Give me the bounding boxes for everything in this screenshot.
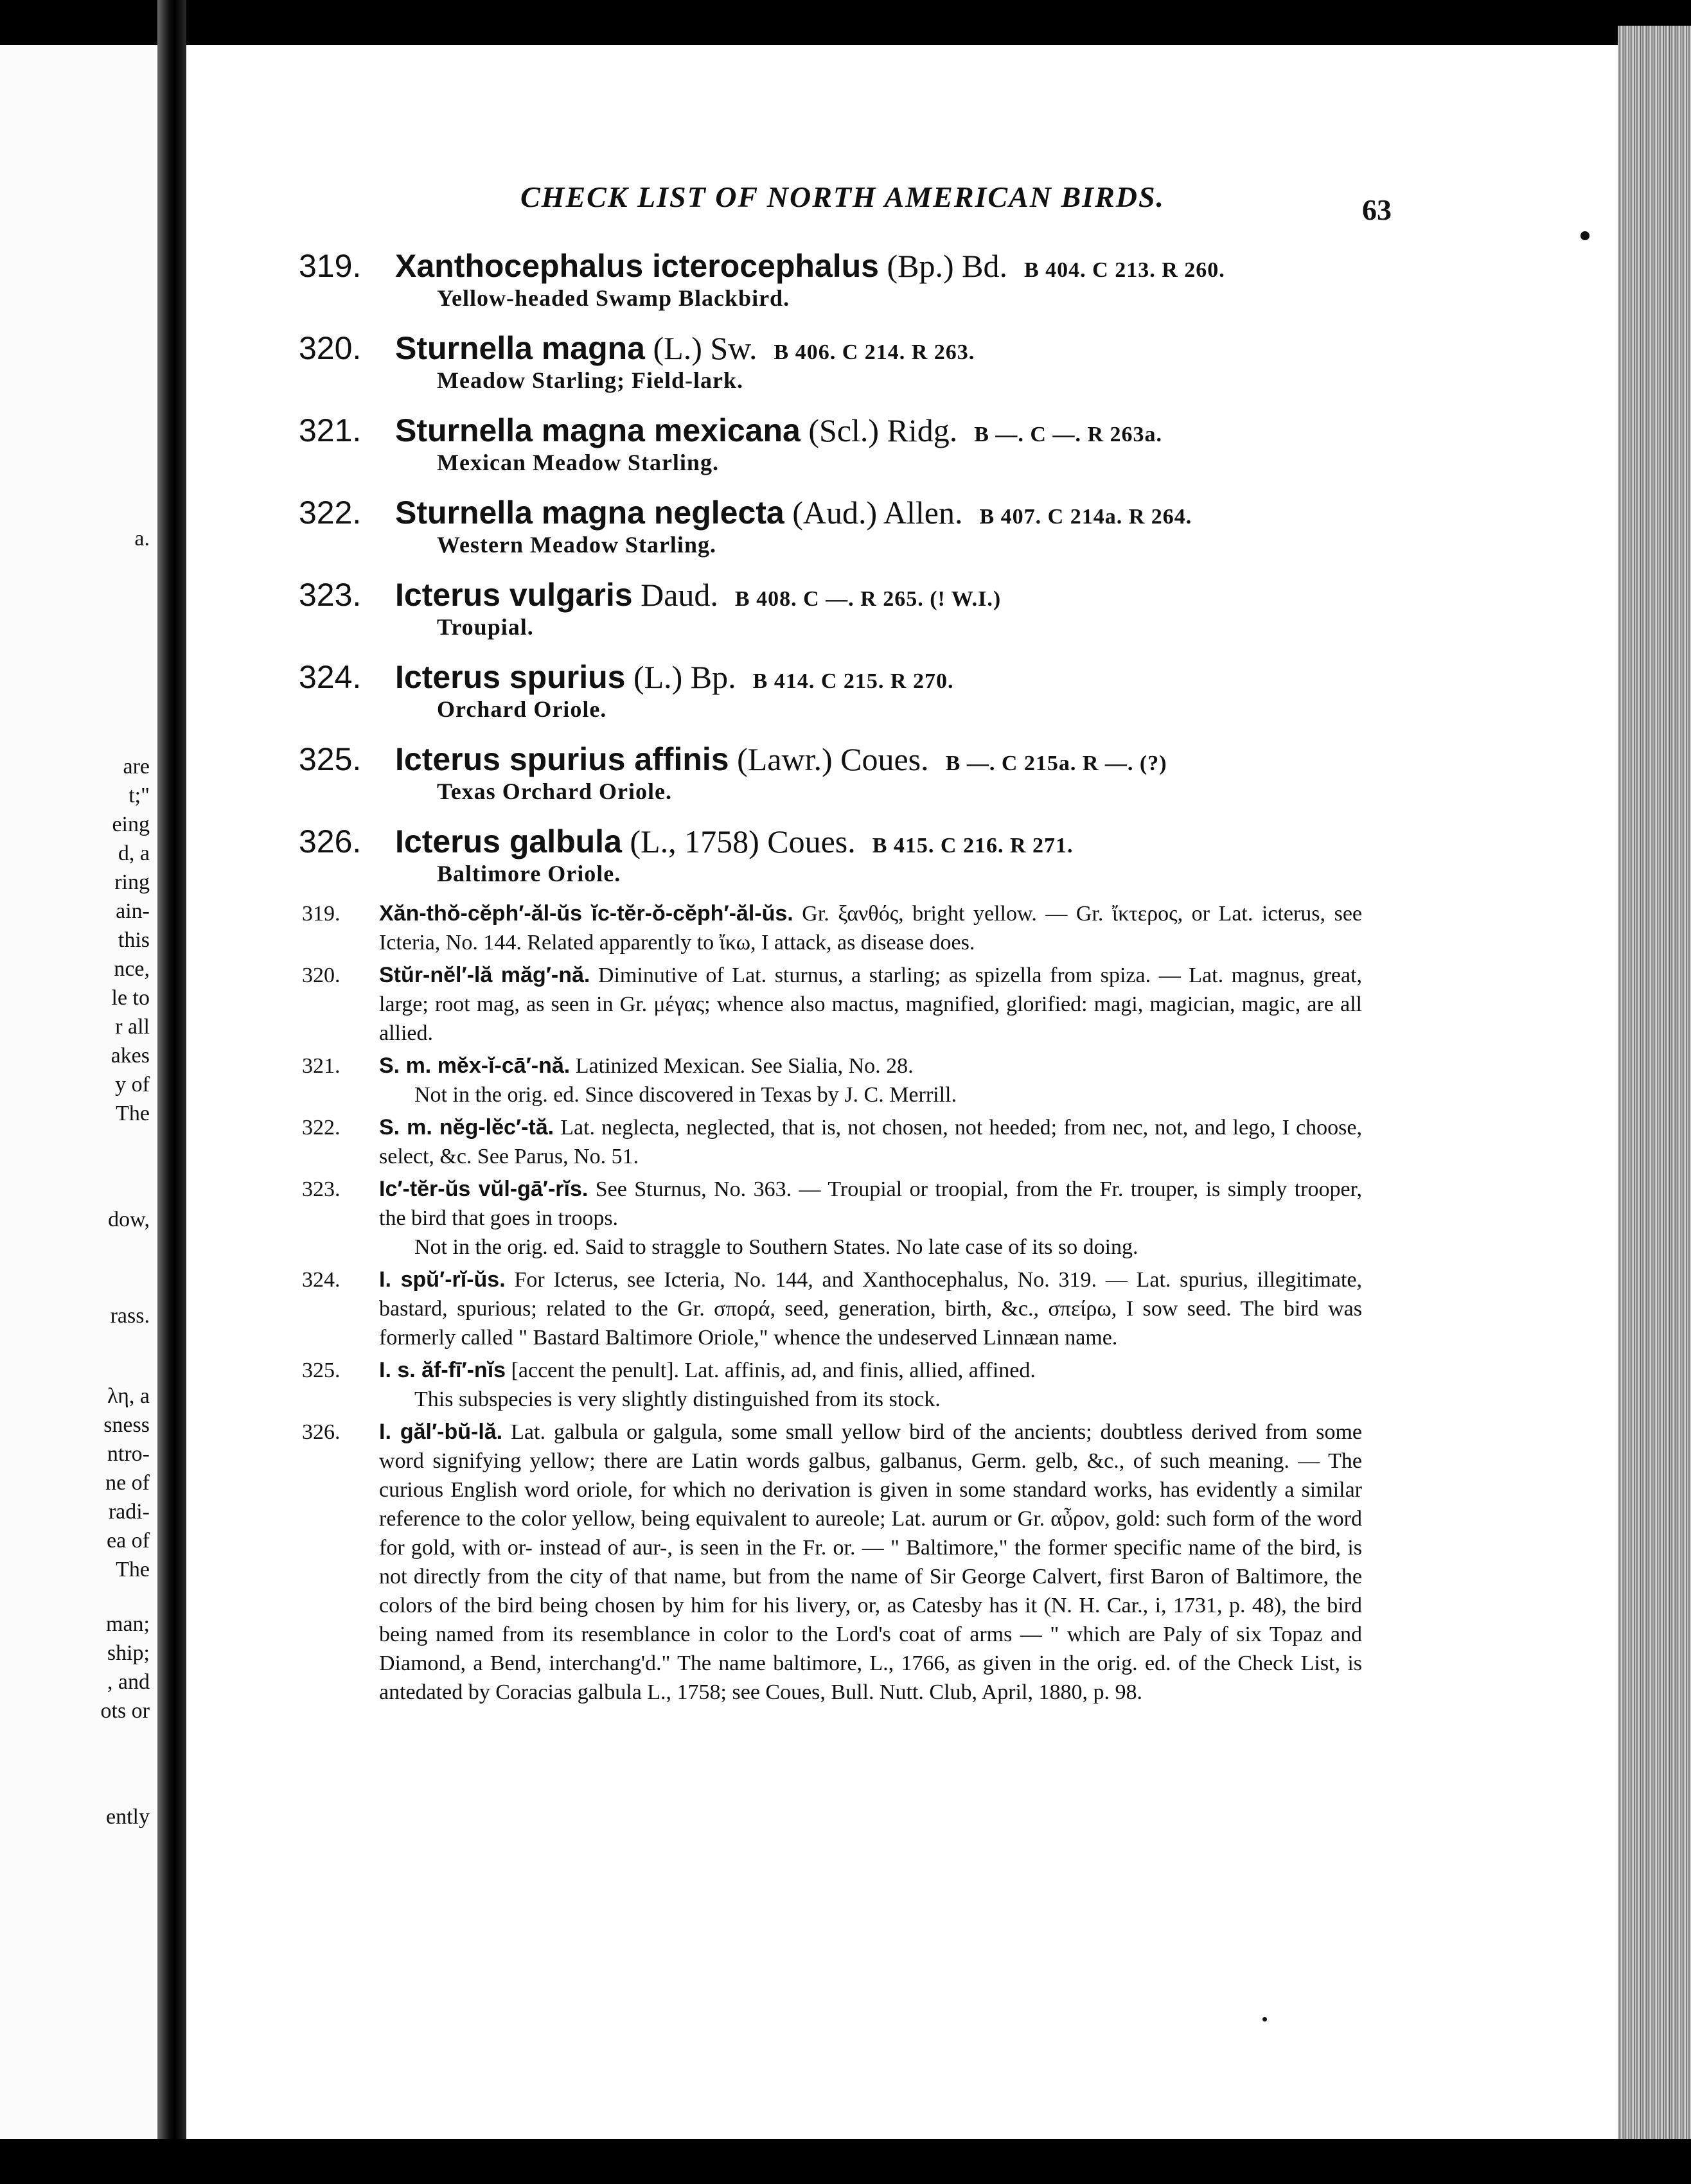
note-text: This subspecies is very slightly distinguished from its stock. [414,1387,941,1411]
note [283,1175,1362,1262]
note-text: Not in the orig. ed. Since discovered in Texas by J. C. Merrill. [414,1083,957,1107]
scientific-name: Icterus spurius [395,659,626,695]
common-name: Yellow-headed Swamp Blackbird. [437,285,790,311]
scan-bottom-border [0,2139,1691,2184]
common-name: Texas Orchard Oriole. [437,779,672,804]
common-name: Baltimore Oriole. [437,861,621,886]
authority: (L., 1758) Coues. [630,823,856,859]
note [283,1052,1362,1109]
facing-page-text-fragment: ntro- [107,1442,150,1466]
note-text: Lat. neglecta, neglected, that is, not chosen, not heeded; from nec, not, and lego, I choose, select, &c. See Parus, No. 51. [379,1116,1362,1168]
note-number: 323. [302,1177,341,1201]
etymology-notes [283,899,1362,1711]
references: B —. C —. R 263a. [974,423,1163,446]
facing-page-text-fragment: , and [107,1670,150,1694]
scientific-name: Xanthocephalus icterocephalus [395,248,879,284]
authority: (Scl.) Ridg. [808,412,958,448]
note-text: See Sturnus, No. 363. — Troupial or troopial, from the Fr. trouper, is simply trooper, the bird that goes in troops. [379,1177,1363,1230]
entry-number: 319. [299,248,362,284]
scientific-name: Icterus galbula [395,823,622,859]
references: B —. C 215a. R —. (?) [945,752,1167,775]
authority: (Bp.) Bd. [887,248,1007,284]
note-head: Ic′-tĕr-ŭs vŭl-gā′-rĭs. [379,1177,589,1201]
note-text: Not in the orig. ed. Said to straggle to Southern States. No late case of its so doing. [414,1235,1138,1259]
entry-number: 321. [299,412,362,448]
note-number: 321. [302,1054,341,1078]
facing-page-text-fragment: nce, [114,957,150,981]
facing-page-text-fragment: ship; [107,1641,150,1665]
ink-speck [1580,231,1589,240]
facing-page-text-fragment: radi- [108,1500,150,1524]
facing-page-text-fragment: this [118,928,150,952]
note-head: S. m. mĕx-ĭ-cā′-nă. [379,1053,571,1078]
facing-page-text-fragment: eing [112,813,150,836]
note-text: Lat. galbula or galgula, some small yellow bird of the ancients; doubtless derived from some word signifying yellow; there are Latin words galbus, galbanus, Germ. gelb, &c., of such meaning. — The curious English word oriole, for which no derivation is given in some standard works, has evidently a similar reference to the color yellow, being equivalent to aureole; Lat. aurum or Gr. αὖρον, gold: such form of the word for gold, with or- instead of aur-, is seen in the Fr. or. — " Baltimore," the former specific name of the bird, is not directly from the city of that name, but from the name of Sir George Calvert, first Baron of Baltimore, the colors of the bird being chosen by him for his livery, or, as Catesby has it (N. H. Car., i, 1731, p. 48), the bird being named from its resemblance in color to the Lord's coat of arms — " which are Paly of six Topaz and Diamond, a Bend, interchang'd." The name baltimore, L., 1766, as given in the orig. ed. of the Check List, is antedated by Coracias galbula L., 1758; see Coues, Bull. Nutt. Club, April, 1880, p. 98. [379,1420,1362,1704]
note-number: 324. [302,1268,341,1292]
common-name: Troupial. [437,614,534,640]
note-number: 322. [302,1116,341,1140]
scientific-name: Sturnella magna [395,330,645,366]
entry-number: 325. [299,741,362,777]
note-head: Stŭr-nĕl′-lă măg′-nă. [379,963,590,987]
book-gutter [157,0,186,2184]
facing-page-text-fragment: ots or [100,1699,150,1723]
note-number: 320. [302,964,341,987]
facing-page-text-fragment: The [116,1102,150,1125]
authority: (L.) Sw. [653,330,757,366]
references: B 414. C 215. R 270. [752,669,954,693]
scientific-name: Icterus vulgaris [395,577,633,613]
facing-page-edge [0,45,157,2139]
references: B 404. C 213. R 260. [1023,258,1225,282]
note [283,1418,1362,1707]
references: B 406. C 214. R 263. [774,340,975,364]
common-name: Mexican Meadow Starling. [437,450,719,475]
facing-page-text-fragment: ently [106,1805,150,1829]
facing-page-text-fragment: a. [134,527,150,550]
note-head: Xăn-thŏ-cĕph′-ăl-ŭs ĭc-tĕr-ŏ-cĕph′-ăl-ŭs. [379,901,793,926]
note [283,1265,1362,1352]
entry-number: 323. [299,577,362,613]
species-entry [299,658,1391,723]
facing-page-text-fragment: r all [115,1015,150,1039]
page-edges [1618,26,1691,2145]
note-head: I. spŭ′-rĭ-ŭs. [379,1267,506,1292]
scientific-name: Sturnella magna mexicana [395,412,801,448]
references: B 408. C —. R 265. (! W.I.) [734,587,1002,611]
facing-page-text-fragment: The [116,1558,150,1581]
note-number: 319. [302,902,341,926]
note-head: I. s. ăf-fī′-nĭs [379,1358,506,1382]
species-entry [299,576,1391,640]
entry-number: 326. [299,823,362,859]
note-text: [accent the penult]. Lat. affinis, ad, and finis, allied, affined. [511,1359,1036,1382]
note-number: 325. [302,1359,341,1382]
facing-page-text-fragment: y of [115,1073,150,1096]
scientific-name: Sturnella magna neglecta [395,495,784,531]
note-text: For Icterus, see Icteria, No. 144, and Xanthocephalus, No. 319. — Lat. spurius, illegitimate, bastard, spurious; related to the Gr. σπορά, seed, generation, birth, &c., σπείρω, I sow seed. The bird was formerly called " Bastard Baltimore Oriole," whence the undeserved Linnæan name. [379,1268,1363,1350]
facing-page-text-fragment: ain- [116,899,150,923]
facing-page-text-fragment: λη, a [107,1384,150,1408]
species-entry [299,247,1391,312]
ink-speck [1262,2017,1267,2021]
species-entry [299,823,1391,887]
common-name: Western Meadow Starling. [437,532,716,558]
note [283,961,1362,1048]
facing-page-text-fragment: ne of [105,1471,150,1495]
facing-page-text-fragment: ea of [106,1529,150,1553]
references: B 415. C 216. R 271. [872,834,1074,858]
note [283,1113,1362,1171]
species-entry [299,330,1391,394]
entry-number: 320. [299,330,362,366]
facing-page-text-fragment: d, a [118,841,150,865]
facing-page-text-fragment: dow, [108,1208,150,1231]
authority: (L.) Bp. [633,659,736,695]
facing-page-text-fragment: t;" [128,784,150,807]
facing-page-text-fragment: le to [111,986,150,1010]
facing-page-text-fragment: ring [114,870,150,894]
entry-number: 324. [299,659,362,695]
species-entry [299,412,1391,476]
running-header: CHECK LIST OF NORTH AMERICAN BIRDS. [520,181,1165,213]
note-text: Latinized Mexican. See Sialia, No. 28. [575,1054,914,1078]
note-head: I. găl′-bŭ-lă. [379,1420,503,1444]
species-list [299,247,1391,905]
common-name: Orchard Oriole. [437,696,607,722]
facing-page-text-fragment: sness [103,1413,150,1437]
species-entry [299,494,1391,558]
common-name: Meadow Starling; Field-lark. [437,367,743,393]
page-number: 63 [1362,193,1392,226]
note-text: Diminutive of Lat. sturnus, a starling; as spizella from spiza. — Lat. magnus, great, large; root mag, as seen in Gr. μέγας; whence also mactus, magnified, glorified: magi, magician, magic, are all allied. [379,964,1362,1045]
authority: (Lawr.) Coues. [737,741,929,777]
note [283,1356,1362,1414]
authority: Daud. [641,577,718,613]
facing-page-text-fragment: man; [106,1612,150,1636]
entry-number: 322. [299,495,362,531]
scan-top-border [0,0,1691,45]
authority: (Aud.) Allen. [792,495,963,531]
facing-page-text-fragment: are [123,755,150,779]
species-entry [299,741,1391,805]
scientific-name: Icterus spurius affinis [395,741,729,777]
facing-page-text-fragment: rass. [110,1304,150,1328]
note-number: 326. [302,1420,341,1444]
references: B 407. C 214a. R 264. [979,505,1192,529]
note-text: Gr. ξανθός, bright yellow. — Gr. ἴκτερος, or Lat. icterus, see Icteria, No. 144. Related apparently to ἴκω, I attack, as disease does. [379,902,1363,955]
note-head: S. m. nĕg-lĕc′-tă. [379,1115,554,1140]
note [283,899,1362,957]
facing-page-text-fragment: akes [111,1044,150,1068]
